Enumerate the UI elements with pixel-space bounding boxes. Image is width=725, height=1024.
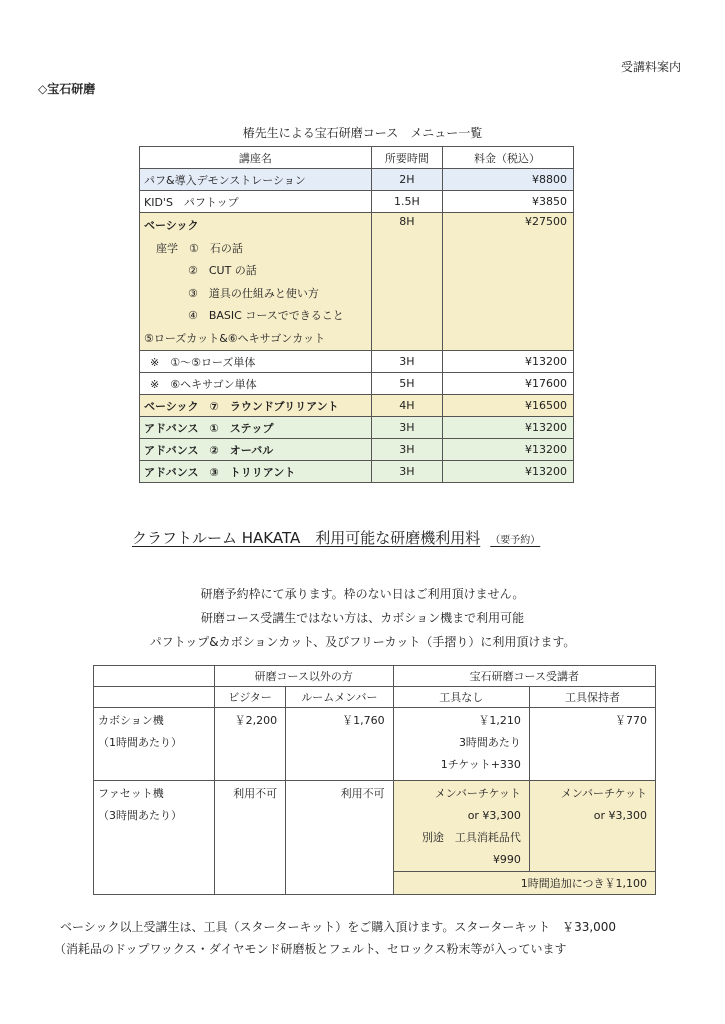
column-header-time: 所要時間 [371,147,442,169]
group-header-non-student: 研磨コース以外の方 [214,666,393,687]
with-tools-fee: or ¥3,300 [593,809,647,822]
starter-kit-contents: （消耗品のドップワックス・ダイヤモンド研磨板とフェルト、セロックス粉末等が入っています [54,942,567,956]
member-fee: 利用不可 [340,787,385,800]
empty-header-cell [94,666,215,687]
table-row [140,461,574,483]
table-row [140,395,574,417]
no-tools-fee: or ¥3,300 [467,809,521,822]
table-row [140,373,574,395]
craft-room-title-text: クラフトルーム HAKATA 利用可能な研磨機利用料 [132,529,481,547]
fee-group-header-row [94,666,656,687]
visitor-fee: 利用不可 [233,787,278,800]
course-name: ベーシック ⑦ ラウンドブリリアント [140,395,372,417]
machine-name: カボション機 [98,714,164,727]
lesson-item: ② CUT の話 [188,264,257,277]
table-row-facet [94,781,656,872]
course-menu-table [139,146,574,483]
course-time: 3H [371,351,442,373]
lesson-item: 座学 ① 石の話 [156,241,243,255]
table-row [140,351,574,373]
no-tools-fee-note: 3時間あたり [458,736,521,749]
course-price: ¥17600 [442,373,573,395]
no-tools-fee: ￥1,210 [478,714,521,727]
course-name: ベーシック [144,219,199,232]
course-time: 4H [371,395,442,417]
menu-caption: 椿先生による宝石研磨コース メニュー一覧 [242,126,483,140]
table-header-row [140,147,574,169]
with-tools-fee: メンバーチケット [560,787,647,800]
group-header-student: 宝石研磨コース受講者 [393,666,655,687]
course-name: ※ ⑥ヘキサゴン単体 [140,373,372,395]
course-name: KID'S パフトップ [140,191,372,213]
extra-hour-fee: 1時間追加につき￥1,100 [393,872,655,895]
course-time: 5H [371,373,442,395]
page-label: 受講料案内 [620,60,681,74]
no-tools-fee: メンバーチケット [434,787,521,800]
course-time: 3H [371,417,442,439]
machine-unit: （3時間あたり） [98,809,182,822]
course-time: 8H [371,213,442,351]
reservation-note: （要予約） [490,535,541,546]
note-line: 研磨コース受講生ではない方は、カボション機まで利用可能 [200,611,525,625]
course-price: ¥27500 [442,213,573,351]
table-row [140,191,574,213]
table-row [140,417,574,439]
course-price: ¥13200 [442,461,573,483]
course-time: 3H [371,461,442,483]
note-line: パフトップ&カボションカット、及びフリーカット（手摺り）に利用頂けます。 [149,635,576,649]
lesson-item: ⑤ローズカット&⑥ヘキサゴンカット [144,331,326,345]
course-price: ¥13200 [442,351,573,373]
note-line: 研磨予約枠にて承ります。枠のない日はご利用頂けません。 [200,587,525,601]
table-row-basic [140,213,574,351]
with-tools-fee: ￥770 [615,714,647,727]
empty-header-cell [94,687,215,708]
craft-room-title [132,527,540,548]
footer-notes [54,916,617,960]
column-header-room-member: ルームメンバー [286,687,393,708]
course-time: 3H [371,439,442,461]
table-row-cabochon [94,708,656,781]
column-header-course: 講座名 [140,147,372,169]
course-price: ¥3850 [442,191,573,213]
column-header-price: 料金（税込） [442,147,573,169]
column-header-with-tools: 工具保持者 [529,687,655,708]
member-fee: ￥1,760 [342,714,385,727]
table-row [140,169,574,191]
column-header-no-tools: 工具なし [393,687,529,708]
no-tools-fee-note: ¥990 [492,853,521,866]
no-tools-fee-note: 1チケット+330 [440,758,521,771]
column-header-visitor: ビジター [214,687,285,708]
machine-fee-table [93,665,656,895]
course-basic-detail [140,213,372,351]
course-price: ¥13200 [442,417,573,439]
machine-name: ファセット機 [98,787,164,800]
course-price: ¥13200 [442,439,573,461]
course-name: アドバンス ② オーバル [140,439,372,461]
machine-unit: （1時間あたり） [98,736,182,749]
course-time: 2H [371,169,442,191]
lesson-item: ④ BASIC コースでできること [188,309,344,322]
course-time: 1.5H [371,191,442,213]
lesson-item: ③ 道具の仕組みと使い方 [188,286,319,300]
table-row [140,439,574,461]
fee-column-header-row [94,687,656,708]
course-name: パフ&導入デモンストレーション [140,169,372,191]
course-price: ¥16500 [442,395,573,417]
usage-notes [0,582,725,654]
course-name: アドバンス ③ トリリアント [140,461,372,483]
visitor-fee: ￥2,200 [234,714,278,727]
starter-kit-note: ベーシック以上受講生は、工具（スターターキット）をご購入頂けます。スターターキット ￥33,000 [60,920,617,934]
course-price: ¥8800 [442,169,573,191]
no-tools-fee-note: 別途 工具消耗品代 [421,831,521,844]
course-name: アドバンス ① ステップ [140,417,372,439]
section-title: ◇宝石研磨 [38,82,96,96]
course-name: ※ ①～⑤ローズ単体 [140,351,372,373]
